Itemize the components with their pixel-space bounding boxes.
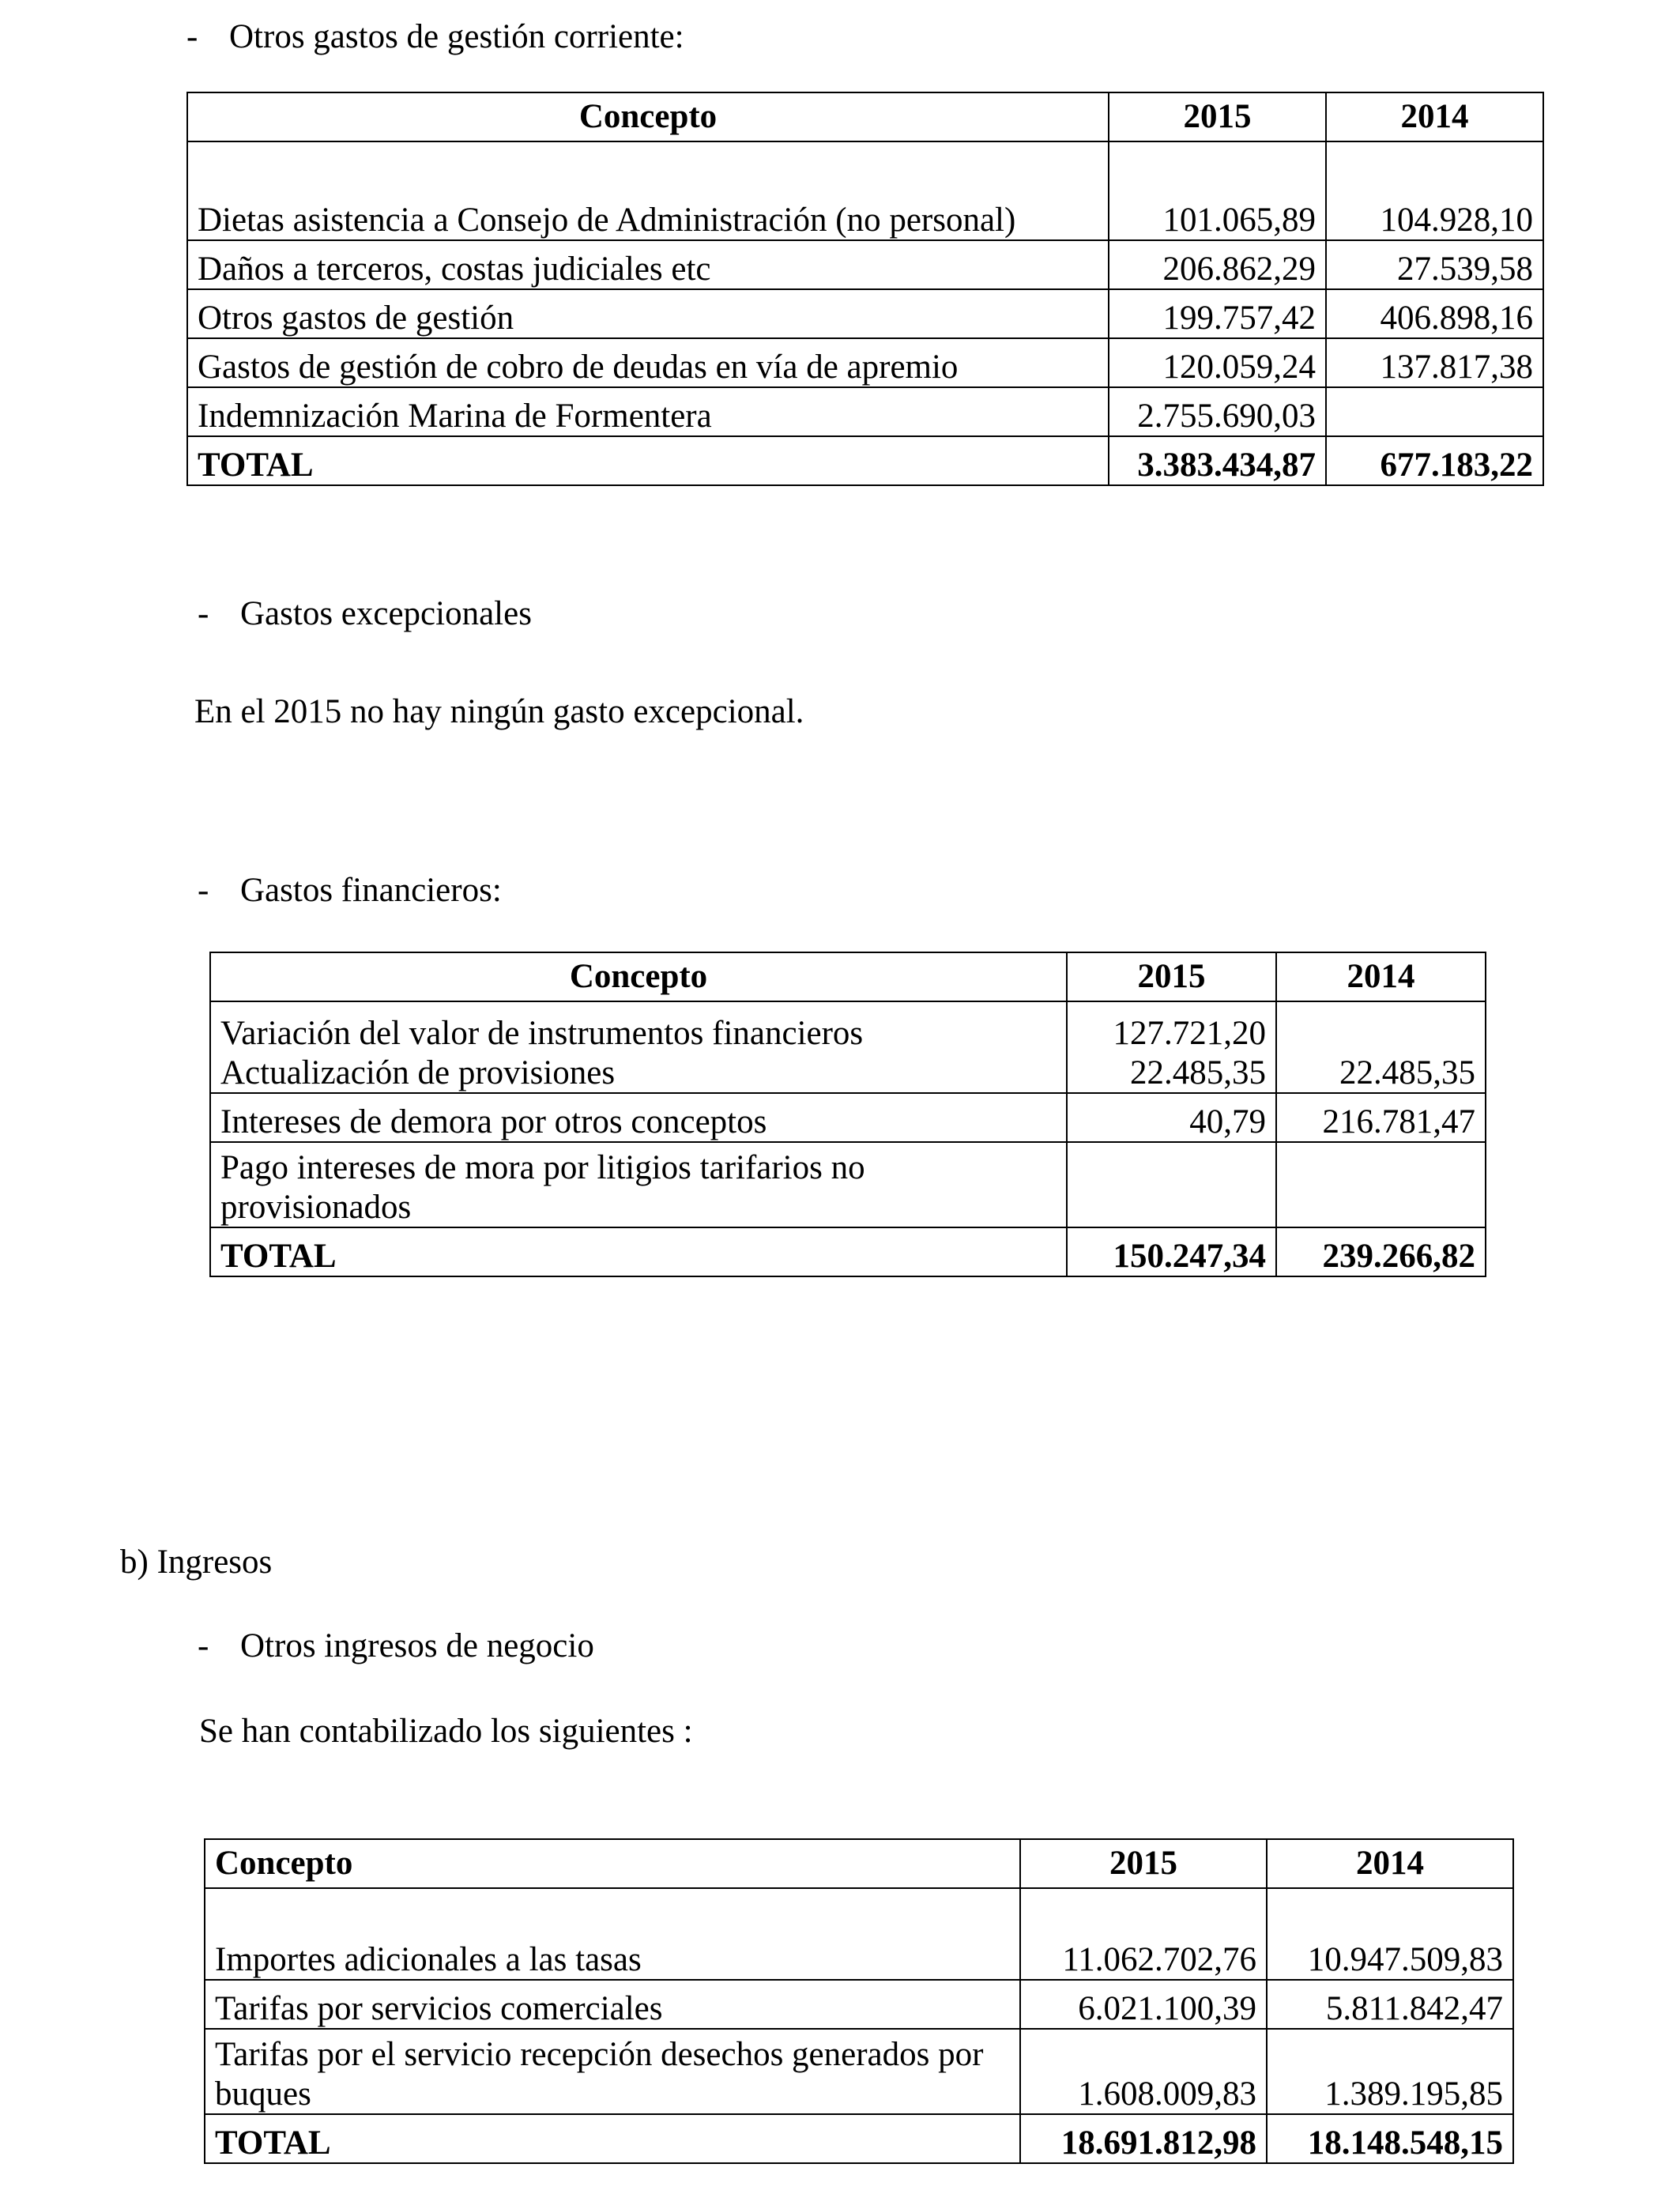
bullet-dash: - — [186, 18, 198, 55]
row-concept: Tarifas por el servicio recepción desechos generados por buques — [205, 2029, 1020, 2114]
row-value-2015: 11.062.702,76 — [1020, 1888, 1267, 1980]
table-row — [187, 240, 1543, 289]
table-header-row — [187, 92, 1543, 141]
header-concepto: Concepto — [205, 1839, 1020, 1888]
row-value-2014: 22.485,35 — [1276, 1001, 1486, 1093]
table-row — [187, 289, 1543, 338]
row-value-2014 — [1276, 1142, 1486, 1227]
value-line: 127.721,20 — [1113, 1015, 1266, 1053]
total-value-2015: 3.383.434,87 — [1109, 436, 1326, 485]
heading-otros-gastos — [186, 17, 684, 56]
row-concept: Intereses de demora por otros conceptos — [210, 1093, 1067, 1142]
row-value-2014: 137.817,38 — [1326, 338, 1543, 387]
row-value-2015 — [1067, 1001, 1276, 1093]
total-label: TOTAL — [187, 436, 1109, 485]
row-value-2014 — [1326, 387, 1543, 436]
total-value-2014: 18.148.548,15 — [1267, 2114, 1513, 2163]
row-concept: Indemnización Marina de Formentera — [187, 387, 1109, 436]
row-value-2015: 120.059,24 — [1109, 338, 1326, 387]
total-label: TOTAL — [210, 1227, 1067, 1276]
row-value-2015: 6.021.100,39 — [1020, 1980, 1267, 2029]
heading-text: Otros ingresos de negocio — [240, 1627, 594, 1664]
row-value-2015: 40,79 — [1067, 1093, 1276, 1142]
concept-line: Actualización de provisiones — [220, 1054, 616, 1091]
row-concept — [210, 1001, 1067, 1093]
paragraph-ingresos: Se han contabilizado los siguientes : — [199, 1713, 693, 1750]
table-row — [187, 387, 1543, 436]
table-row — [205, 1888, 1513, 1980]
header-2014: 2014 — [1276, 952, 1486, 1001]
row-value-2014: 406.898,16 — [1326, 289, 1543, 338]
row-concept: Daños a terceros, costas judiciales etc — [187, 240, 1109, 289]
row-concept: Otros gastos de gestión — [187, 289, 1109, 338]
row-value-2015: 101.065,89 — [1109, 141, 1326, 240]
row-value-2015: 199.757,42 — [1109, 289, 1326, 338]
header-2015: 2015 — [1067, 952, 1276, 1001]
table-row — [187, 141, 1543, 240]
heading-text: Otros gastos de gestión corriente: — [229, 18, 684, 55]
table-header-row — [205, 1839, 1513, 1888]
paragraph-excepcional: En el 2015 no hay ningún gasto excepcional. — [194, 693, 804, 730]
value-line: 22.485,35 — [1130, 1054, 1266, 1091]
heading-ingresos: b) Ingresos — [120, 1544, 273, 1581]
header-concepto: Concepto — [210, 952, 1067, 1001]
row-value-2014: 27.539,58 — [1326, 240, 1543, 289]
table-row — [210, 1142, 1486, 1227]
table-ingresos — [204, 1838, 1514, 2164]
total-value-2014: 677.183,22 — [1326, 436, 1543, 485]
heading-gastos-financieros — [198, 871, 502, 910]
table-row — [205, 1980, 1513, 2029]
table-row — [187, 338, 1543, 387]
table-total-row — [205, 2114, 1513, 2163]
table-row — [210, 1001, 1486, 1093]
row-value-2014: 1.389.195,85 — [1267, 2029, 1513, 2114]
heading-text: Gastos excepcionales — [240, 595, 532, 632]
total-value-2014: 239.266,82 — [1276, 1227, 1486, 1276]
row-value-2015: 2.755.690,03 — [1109, 387, 1326, 436]
table-otros-gastos — [186, 92, 1544, 486]
table-total-row — [187, 436, 1543, 485]
row-concept: Importes adicionales a las tasas — [205, 1888, 1020, 1980]
row-concept: Gastos de gestión de cobro de deudas en vía de apremio — [187, 338, 1109, 387]
table-header-row — [210, 952, 1486, 1001]
header-concepto: Concepto — [187, 92, 1109, 141]
row-concept: Tarifas por servicios comerciales — [205, 1980, 1020, 2029]
row-value-2015: 1.608.009,83 — [1020, 2029, 1267, 2114]
header-2014: 2014 — [1326, 92, 1543, 141]
table-gastos-financieros — [209, 952, 1486, 1277]
table-total-row — [210, 1227, 1486, 1276]
row-value-2014: 104.928,10 — [1326, 141, 1543, 240]
row-value-2015 — [1067, 1142, 1276, 1227]
total-label: TOTAL — [205, 2114, 1020, 2163]
row-value-2014: 5.811.842,47 — [1267, 1980, 1513, 2029]
row-value-2014: 10.947.509,83 — [1267, 1888, 1513, 1980]
header-2015: 2015 — [1020, 1839, 1267, 1888]
total-value-2015: 150.247,34 — [1067, 1227, 1276, 1276]
bullet-dash: - — [198, 1627, 209, 1664]
heading-text: Gastos financieros: — [240, 872, 502, 909]
row-value-2015: 206.862,29 — [1109, 240, 1326, 289]
table-row — [205, 2029, 1513, 2114]
concept-line: Variación del valor de instrumentos financieros — [220, 1015, 864, 1053]
total-value-2015: 18.691.812,98 — [1020, 2114, 1267, 2163]
bullet-dash: - — [198, 872, 209, 909]
bullet-dash: - — [198, 595, 209, 632]
row-concept: Pago intereses de mora por litigios tarifarios no provisionados — [210, 1142, 1067, 1227]
header-2015: 2015 — [1109, 92, 1326, 141]
heading-otros-ingresos — [198, 1627, 594, 1665]
header-2014: 2014 — [1267, 1839, 1513, 1888]
table-row — [210, 1093, 1486, 1142]
row-concept: Dietas asistencia a Consejo de Administración (no personal) — [187, 141, 1109, 240]
heading-gastos-excepcionales — [198, 594, 532, 633]
row-value-2014: 216.781,47 — [1276, 1093, 1486, 1142]
